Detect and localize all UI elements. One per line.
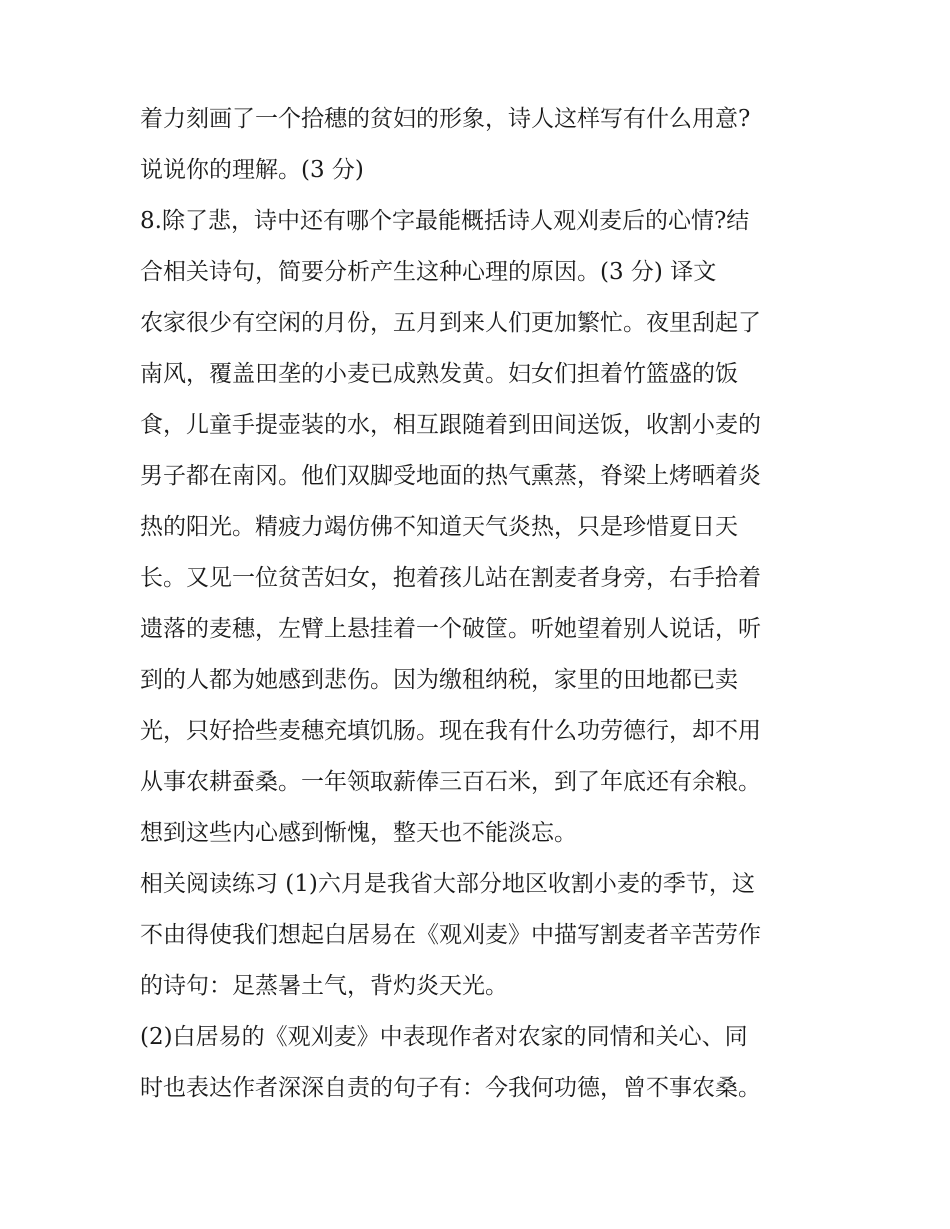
text-line: 不由得使我们想起白居易在《观刈麦》中描写割麦者辛苦劳作 — [140, 922, 761, 948]
text-line: 食，儿童手提壶装的水，相互跟随着到田间送饭，收割小麦的 — [140, 412, 761, 438]
text-line: 说说你的理解。(3 分) — [140, 157, 364, 183]
text-line: 到的人都为她感到悲伤。因为缴租纳税，家里的田地都已卖 — [140, 667, 738, 693]
text-line: 时也表达作者深深自责的句子有：今我何功德，曾不事农桑。 — [140, 1075, 761, 1101]
text-line: 光，只好拾些麦穗充填饥肠。现在我有什么功劳德行，却不用 — [140, 718, 761, 744]
text-line: 南风，覆盖田垄的小麦已成熟发黄。妇女们担着竹篮盛的饭 — [140, 361, 738, 387]
text-line: 想到这些内心感到惭愧，整天也不能淡忘。 — [140, 820, 577, 846]
text-line: 遗落的麦穗，左臂上悬挂着一个破筐。听她望着别人说话，听 — [140, 616, 761, 642]
text-line: 8.除了悲，诗中还有哪个字最能概括诗人观刈麦后的心情?结 — [140, 208, 750, 234]
text-line: (2)白居易的《观刈麦》中表现作者对农家的同情和关心、同 — [140, 1024, 748, 1050]
text-line: 相关阅读练习 (1)六月是我省大部分地区收割小麦的季节，这 — [140, 871, 755, 897]
text-line: 从事农耕蚕桑。一年领取薪俸三百石米，到了年底还有余粮。 — [140, 769, 761, 795]
text-line: 男子都在南冈。他们双脚受地面的热气熏蒸，脊梁上烤晒着炎 — [140, 463, 761, 489]
text-line: 着力刻画了一个拾穗的贫妇的形象，诗人这样写有什么用意? — [140, 106, 751, 132]
text-line: 的诗句：足蒸暑土气，背灼炎天光。 — [140, 973, 508, 999]
text-line: 长。又见一位贫苦妇女，抱着孩儿站在割麦者身旁，右手拾着 — [140, 565, 761, 591]
text-line: 合相关诗句，简要分析产生这种心理的原因。(3 分) 译文 — [140, 259, 717, 285]
text-line: 热的阳光。精疲力竭仿佛不知道天气炎热，只是珍惜夏日天 — [140, 514, 738, 540]
text-line: 农家很少有空闲的月份，五月到来人们更加繁忙。夜里刮起了 — [140, 310, 761, 336]
